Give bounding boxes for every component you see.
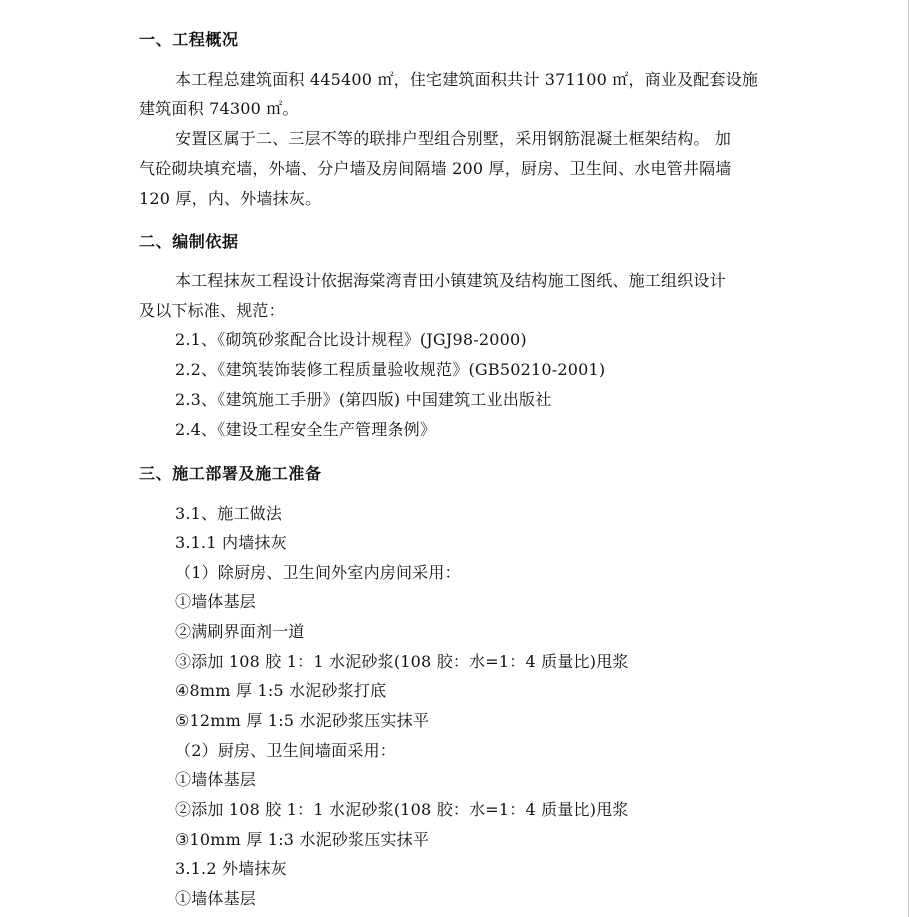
list-item: （1）除厨房、卫生间外室内房间采用： — [175, 563, 461, 582]
section-heading-deployment: 三、施工部署及施工准备 — [139, 464, 322, 483]
reference-item: 2.2、《建筑装饰装修工程质量验收规范》(GB50210-2001) — [175, 360, 606, 379]
list-item: ⑤12mm 厚 1:5 水泥砂浆压实抹平 — [175, 711, 430, 730]
paragraph-line: 安置区属于二、三层不等的联排户型组合别墅，采用钢筋混凝土框架结构。 加 — [175, 129, 732, 148]
paragraph-line: 120 厚，内、外墙抹灰。 — [139, 189, 322, 208]
section-heading-basis: 二、编制依据 — [139, 232, 239, 251]
list-item: ②添加 108 胶 1：1 水泥砂浆(108 胶：水=1：4 质量比)甩浆 — [175, 800, 629, 819]
list-item: ④8mm 厚 1:5 水泥砂浆打底 — [175, 681, 387, 700]
list-item: ③添加 108 胶 1：1 水泥砂浆(108 胶：水=1：4 质量比)甩浆 — [175, 652, 629, 671]
paragraph-line: 气砼砌块填充墙，外墙、分户墙及房间隔墙 200 厚，厨房、卫生间、水电管井隔墙 — [139, 159, 732, 178]
list-item: ③10mm 厚 1:3 水泥砂浆压实抹平 — [175, 830, 430, 849]
paragraph-line: 本工程抹灰工程设计依据海棠湾青田小镇建筑及结构施工图纸、施工组织设计 — [175, 271, 726, 290]
list-item: （2）厨房、卫生间墙面采用： — [175, 741, 396, 760]
list-item: ①墙体基层 — [175, 889, 257, 908]
section-heading-overview: 一、工程概况 — [139, 30, 239, 49]
list-item: ①墙体基层 — [175, 770, 257, 789]
subsection-title: 3.1.1 内墙抹灰 — [175, 533, 287, 552]
reference-item: 2.1、《砌筑砂浆配合比设计规程》(JGJ98-2000) — [175, 330, 527, 349]
list-item: ①墙体基层 — [175, 592, 257, 611]
list-item: ②满刷界面剂一道 — [175, 622, 305, 641]
reference-item: 2.3、《建筑施工手册》(第四版) 中国建筑工业出版社 — [175, 390, 552, 409]
reference-item: 2.4、《建设工程安全生产管理条例》 — [175, 420, 437, 439]
subsection-title: 3.1.2 外墙抹灰 — [175, 859, 287, 878]
subsection-title: 3.1、施工做法 — [175, 504, 283, 523]
paragraph-line: 及以下标准、规范： — [139, 301, 285, 320]
paragraph-line: 建筑面积 74300 ㎡。 — [139, 99, 299, 118]
paragraph-line: 本工程总建筑面积 445400 ㎡，住宅建筑面积共计 371100 ㎡，商业及配套设施 — [175, 70, 759, 89]
